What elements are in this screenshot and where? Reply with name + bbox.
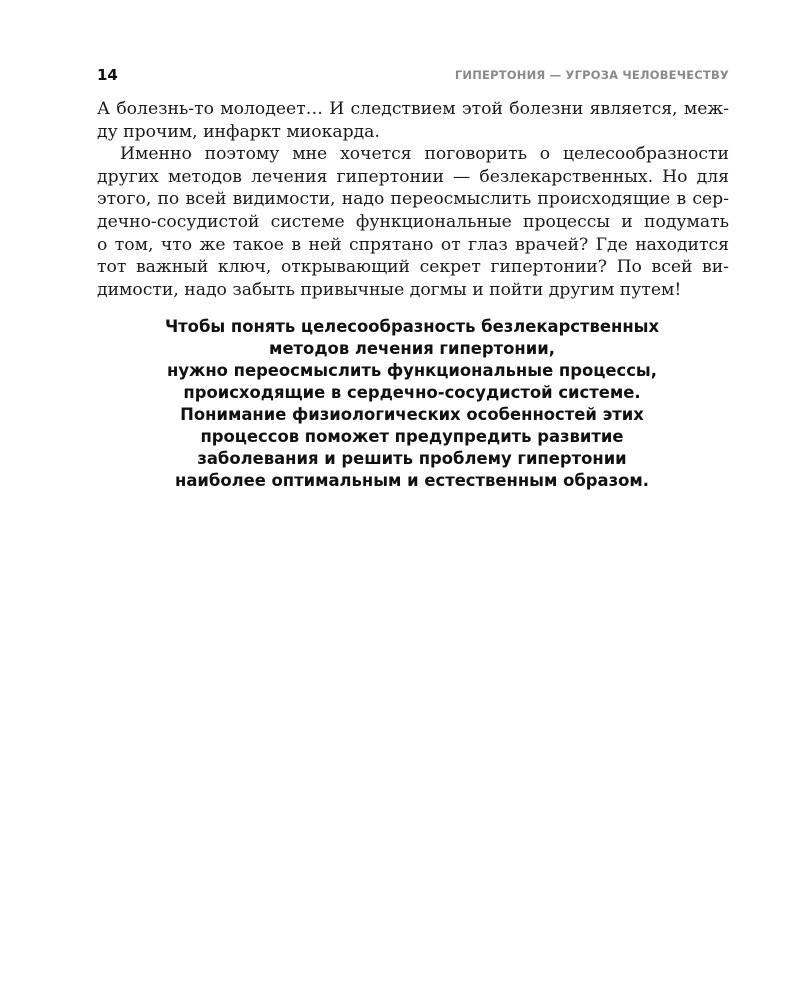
chapter-title: ГИПЕРТОНИЯ — УГРОЗА ЧЕЛОВЕЧЕСТВУ — [454, 68, 729, 82]
body-line: А болезнь-то молодеет… И следствием этой болезни является, меж- — [97, 99, 729, 119]
callout-line: нужно переосмыслить функциональные процессы, — [167, 361, 657, 380]
body-line: о том, что же такое в ней спрятано от глаз врачей? Где находится — [97, 234, 729, 255]
page-number: 14 — [97, 66, 118, 84]
callout-line: процессов поможет предупредить развитие — [200, 427, 624, 446]
callout-summary — [112, 316, 712, 492]
running-header — [97, 66, 729, 86]
body-line: этого, по всей видимости, надо переосмыслить происходящие в сер- — [97, 189, 729, 210]
body-line: димости, надо забыть привычные догмы и пойти другим путем! — [97, 279, 682, 300]
callout-line: происходящие в сердечно-сосудистой системе. — [183, 383, 641, 402]
callout-line: заболевания и решить проблему гипертонии — [197, 449, 627, 468]
body-paragraphs — [97, 98, 729, 301]
body-line: дечно-сосудистой системе функциональные процессы и подумать — [97, 211, 729, 232]
callout-line: методов лечения гипертонии, — [269, 339, 555, 358]
body-line: тот важный ключ, открывающий секрет гипертонии? По всей ви- — [97, 257, 729, 278]
callout-line: наиболее оптимальным и естественным образом. — [175, 471, 649, 490]
callout-line: Понимание физиологических особенностей этих — [180, 405, 644, 424]
callout-line: Чтобы понять целесообразность безлекарственных — [164, 317, 660, 336]
body-line: других методов лечения гипертонии — безлекарственных. Но для — [97, 166, 729, 187]
body-line: ду прочим, инфаркт миокарда. — [97, 121, 380, 142]
body-line: Именно поэтому мне хочется поговорить о целесообразности — [120, 144, 729, 165]
